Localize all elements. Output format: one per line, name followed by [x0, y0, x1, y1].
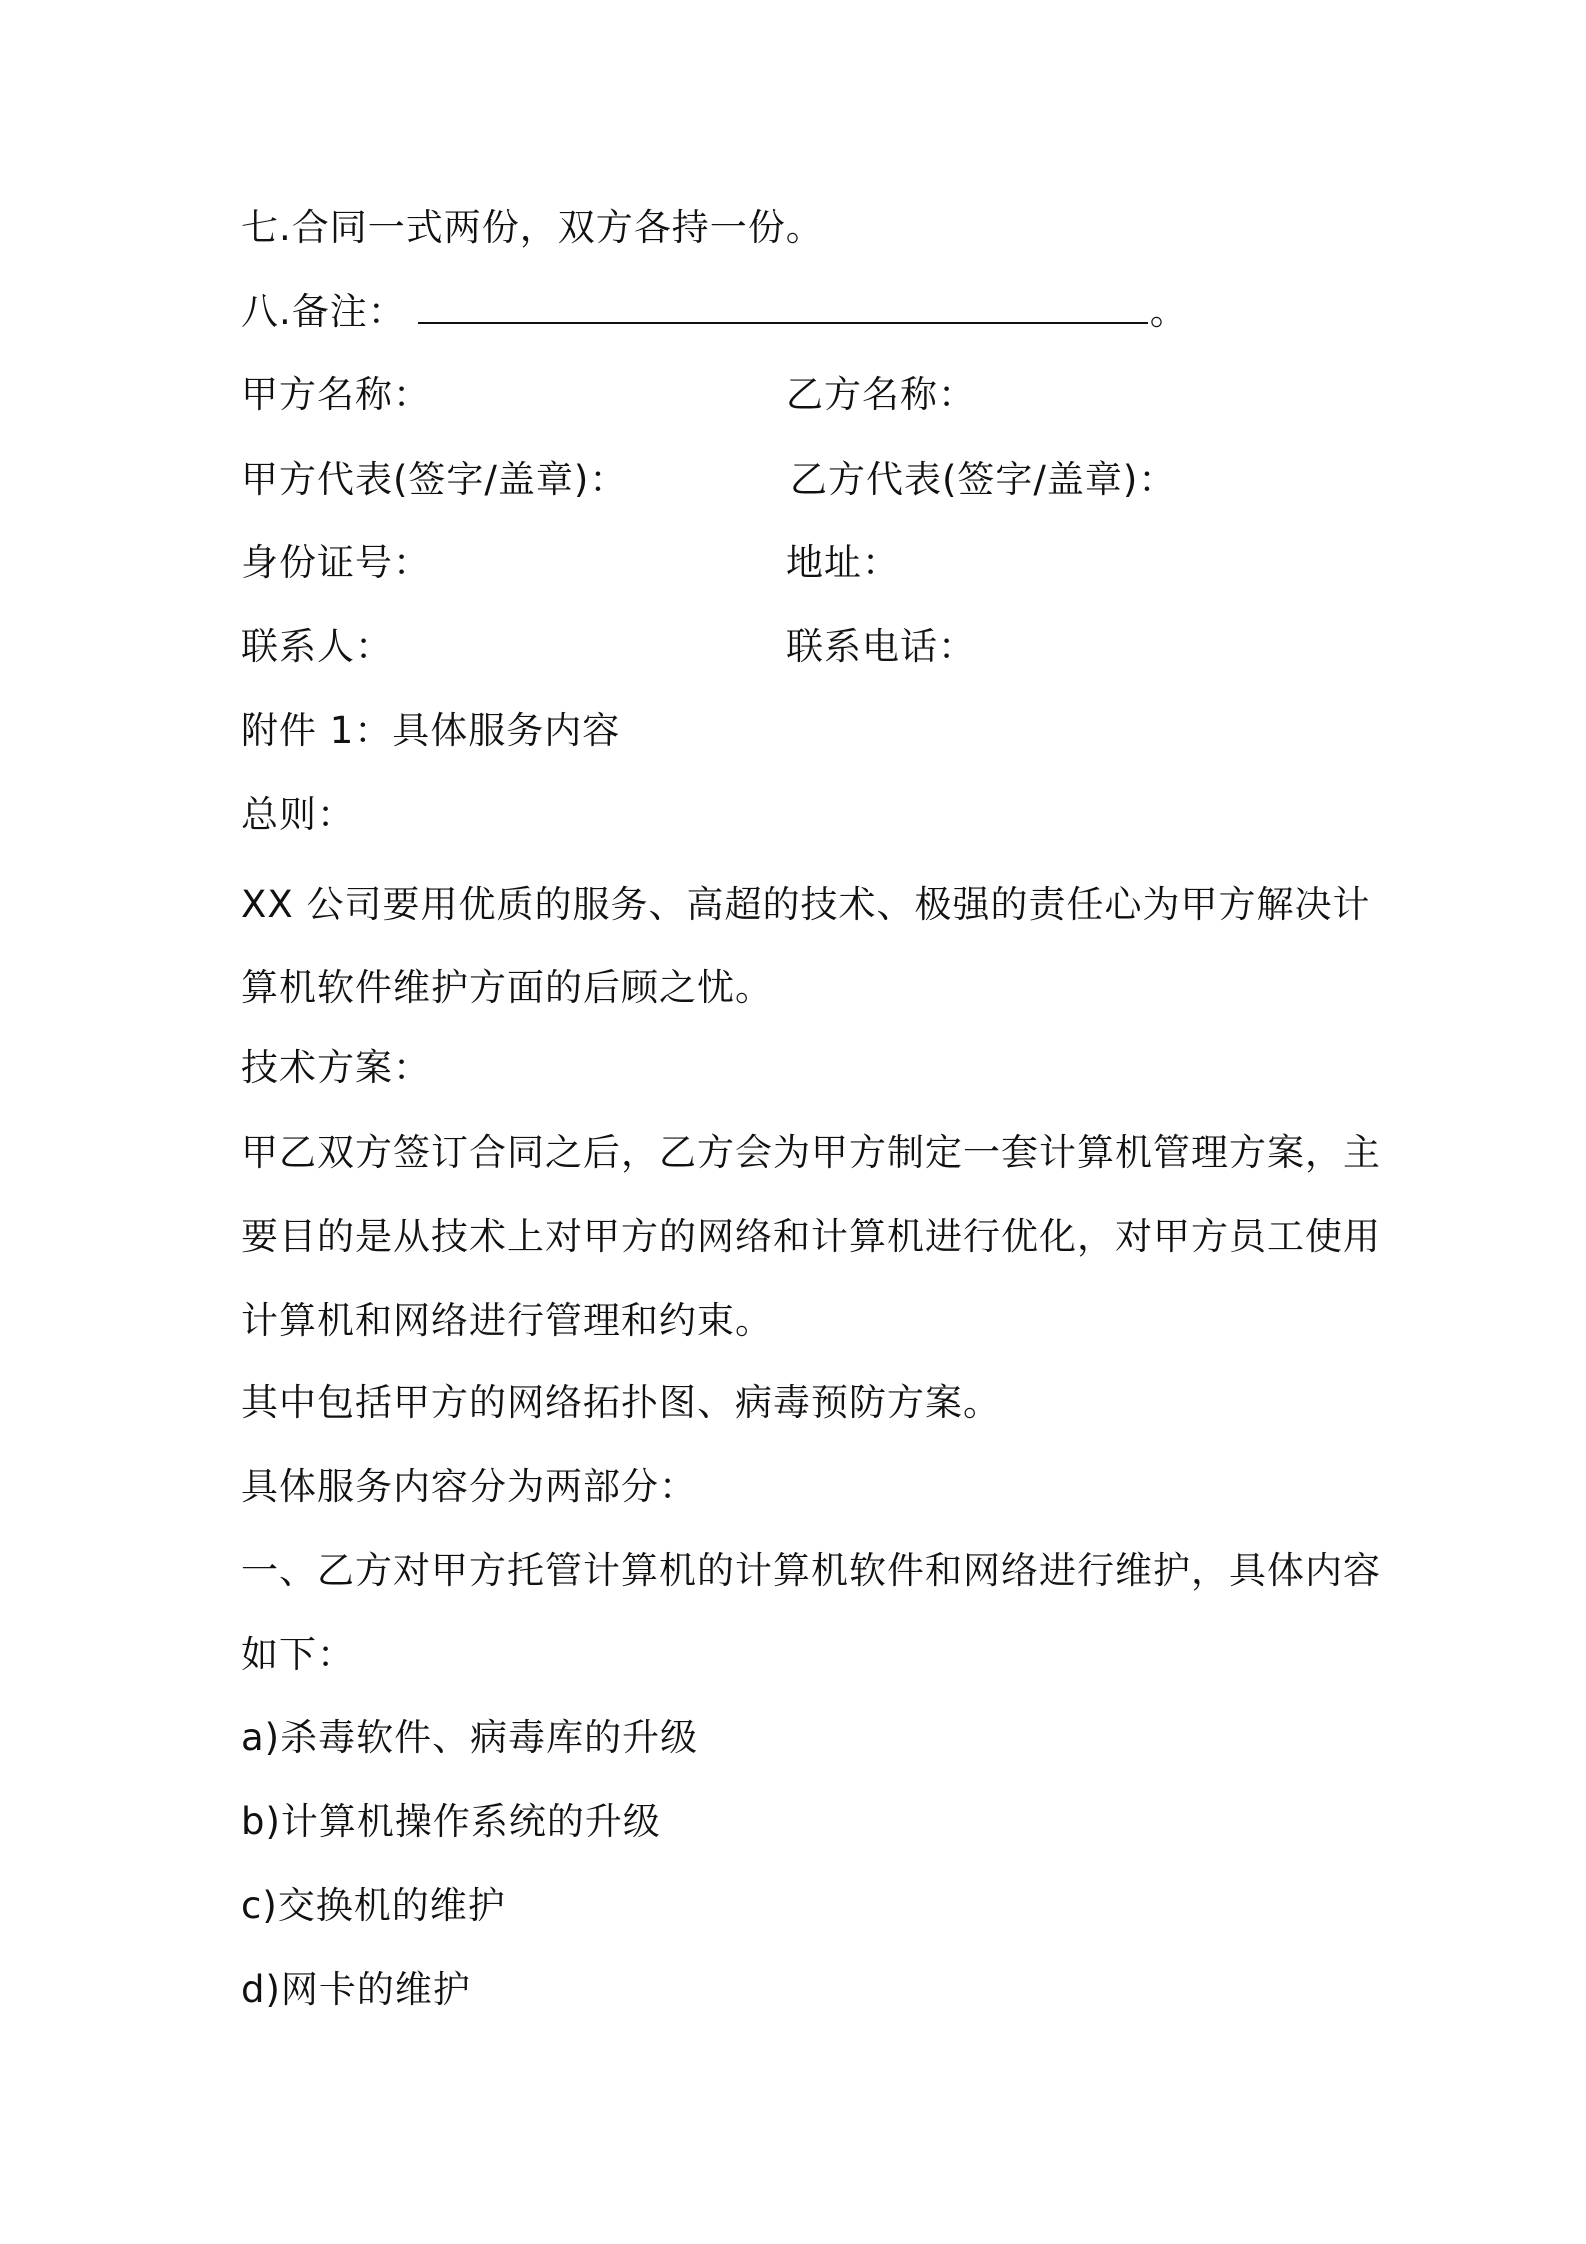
part-one-line-1: 一、乙方对甲方托管计算机的计算机软件和网络进行维护，具体内容	[241, 1549, 1381, 1592]
service-item-c: c)交换机的维护	[241, 1884, 506, 1927]
party-b-rep-label: 乙方代表(签字/盖章)：	[790, 458, 1177, 501]
clause-8	[241, 287, 1188, 337]
service-item-b: b)计算机操作系统的升级	[241, 1800, 661, 1843]
service-item-d: d)网卡的维护	[241, 1968, 471, 2011]
clause-7: 七.合同一式两份，双方各持一份。	[241, 206, 824, 249]
party-a-rep-label: 甲方代表(签字/盖章)：	[241, 458, 628, 501]
clause-8-end: 。	[1149, 290, 1188, 333]
address-label: 地址：	[786, 541, 900, 584]
contact-person-label: 联系人：	[241, 625, 393, 668]
general-heading: 总则：	[241, 793, 355, 836]
party-a-name-label: 甲方名称：	[241, 373, 431, 416]
service-parts-heading: 具体服务内容分为两部分：	[241, 1465, 697, 1508]
service-item-a: a)杀毒软件、病毒库的升级	[241, 1716, 699, 1759]
tech-text-line-4: 其中包括甲方的网络拓扑图、病毒预防方案。	[241, 1381, 1001, 1424]
general-text-line-1: XX 公司要用优质的服务、高超的技术、极强的责任心为甲方解决计	[241, 883, 1371, 926]
id-number-label: 身份证号：	[241, 541, 431, 584]
tech-text-line-3: 计算机和网络进行管理和约束。	[241, 1299, 773, 1342]
party-b-name-label: 乙方名称：	[786, 373, 976, 416]
remarks-blank-line	[418, 292, 1148, 324]
tech-heading: 技术方案：	[241, 1046, 431, 1089]
tech-text-line-1: 甲乙双方签订合同之后，乙方会为甲方制定一套计算机管理方案，主	[241, 1131, 1381, 1174]
tech-text-line-2: 要目的是从技术上对甲方的网络和计算机进行优化，对甲方员工使用	[241, 1215, 1381, 1258]
contact-phone-label: 联系电话：	[786, 625, 976, 668]
clause-8-label: 八.备注：	[241, 290, 406, 333]
general-text-line-2: 算机软件维护方面的后顾之忧。	[241, 966, 773, 1009]
part-one-line-2: 如下：	[241, 1633, 355, 1676]
attachment-title: 附件 1：具体服务内容	[241, 709, 621, 752]
